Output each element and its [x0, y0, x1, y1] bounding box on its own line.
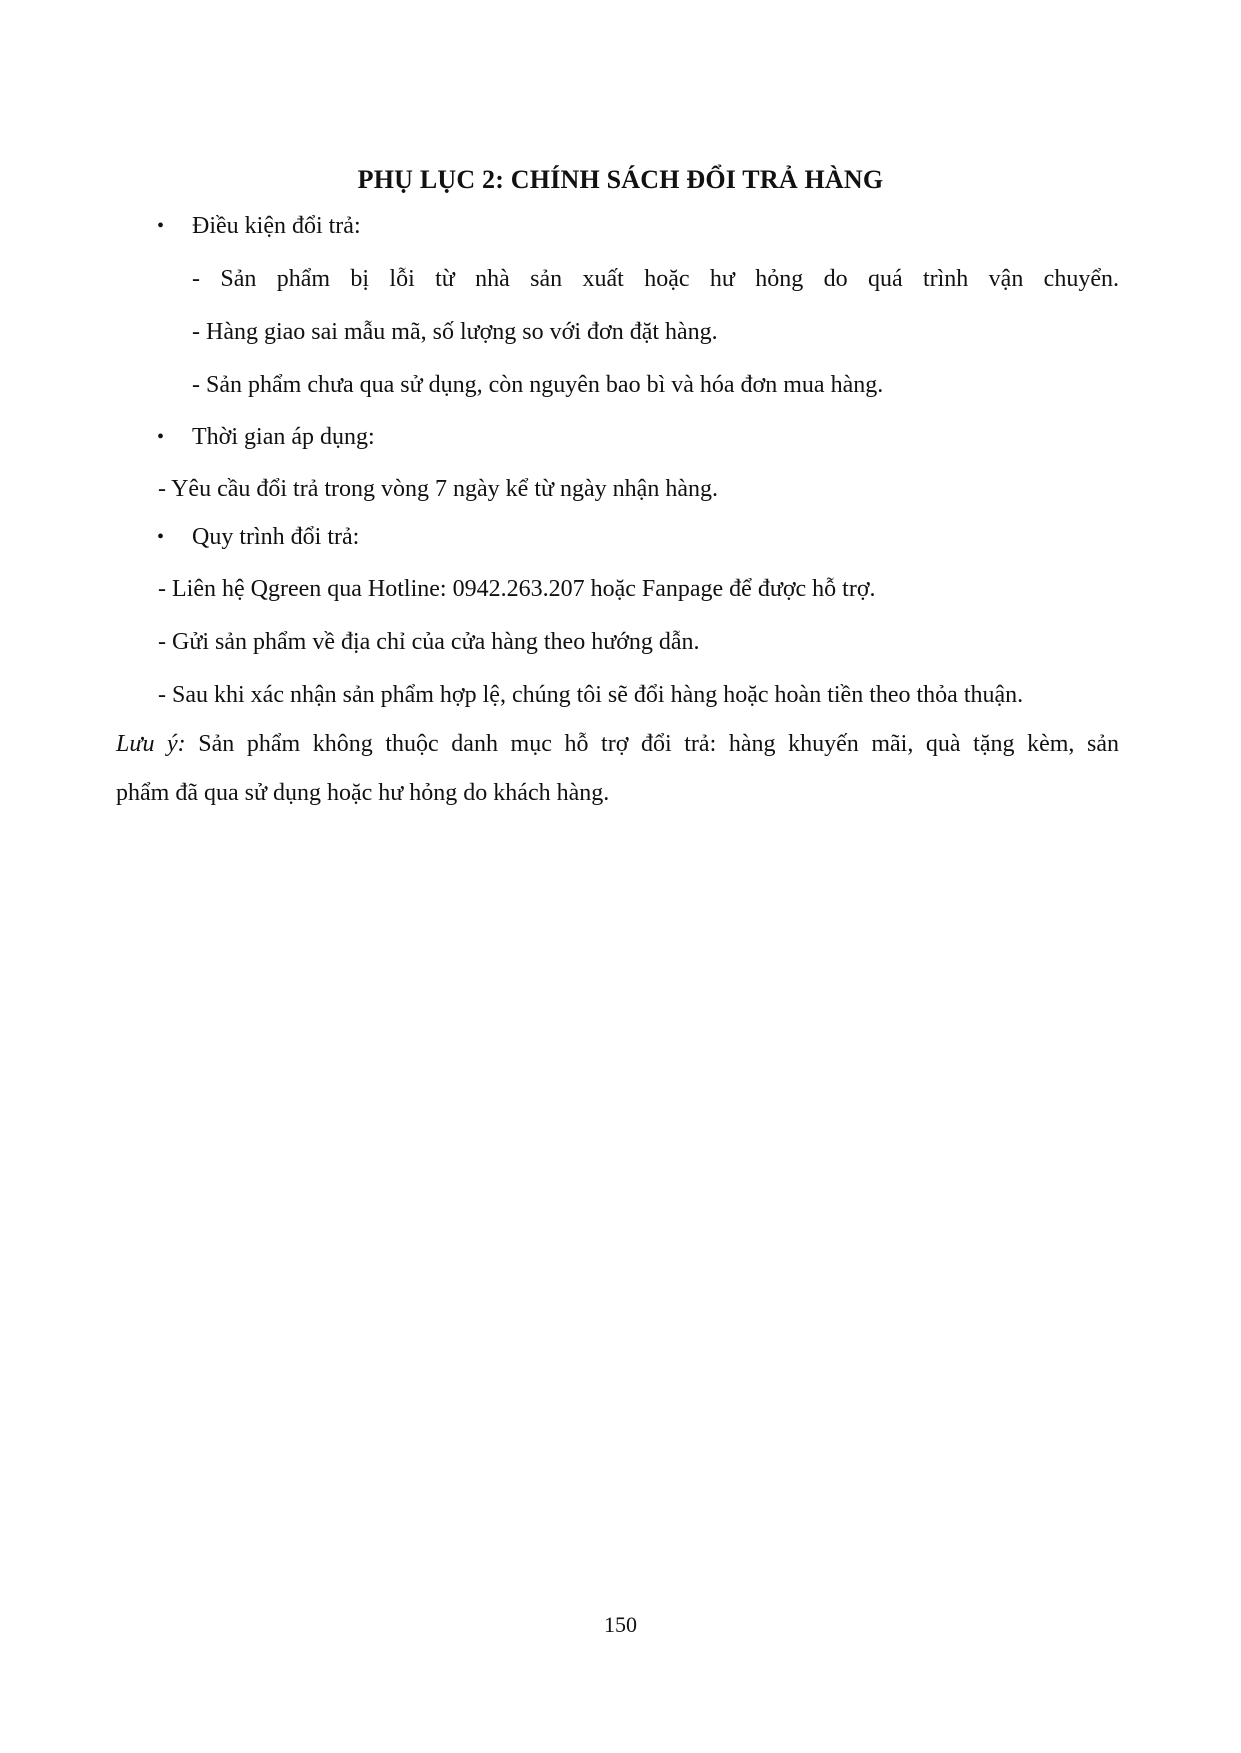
time-item-1: - Yêu cầu đổi trả trong vòng 7 ngày kể từ ngày nhận hàng. — [158, 476, 718, 502]
process-item-2: - Gửi sản phẩm về địa chỉ của cửa hàng theo hướng dẫn. — [158, 629, 700, 655]
note-text: Sản phẩm không thuộc danh mục hỗ trợ đổi trả: hàng khuyến mãi, quà tặng kèm, sản — [185, 731, 1119, 757]
bullet-icon: • — [157, 215, 165, 237]
process-item-1: - Liên hệ Qgreen qua Hotline: 0942.263.207 hoặc Fanpage để được hỗ trợ. — [158, 576, 876, 602]
page-number: 150 — [604, 1612, 637, 1637]
note-line-2: phẩm đã qua sử dụng hoặc hư hỏng do khách hàng. — [116, 780, 610, 806]
condition-item-2: - Hàng giao sai mẫu mã, số lượng so với đơn đặt hàng. — [192, 319, 718, 345]
section-heading-conditions: Điều kiện đổi trả: — [192, 213, 361, 239]
bullet-icon: • — [157, 526, 165, 548]
section-heading-time: Thời gian áp dụng: — [192, 424, 375, 450]
page-title: PHỤ LỤC 2: CHÍNH SÁCH ĐỔI TRẢ HÀNG — [357, 165, 884, 194]
note-label: Lưu ý: — [116, 731, 186, 757]
note-line-1 — [116, 729, 1119, 759]
section-heading-process: Quy trình đổi trả: — [192, 524, 360, 550]
condition-item-3: - Sản phẩm chưa qua sử dụng, còn nguyên bao bì và hóa đơn mua hàng. — [192, 372, 884, 398]
process-item-3: - Sau khi xác nhận sản phẩm hợp lệ, chúng tôi sẽ đổi hàng hoặc hoàn tiền theo thỏa thuận. — [158, 682, 1024, 708]
condition-item-1: - Sản phẩm bị lỗi từ nhà sản xuất hoặc hư hỏng do quá trình vận chuyển. — [192, 266, 1119, 292]
bullet-icon: • — [157, 426, 165, 448]
